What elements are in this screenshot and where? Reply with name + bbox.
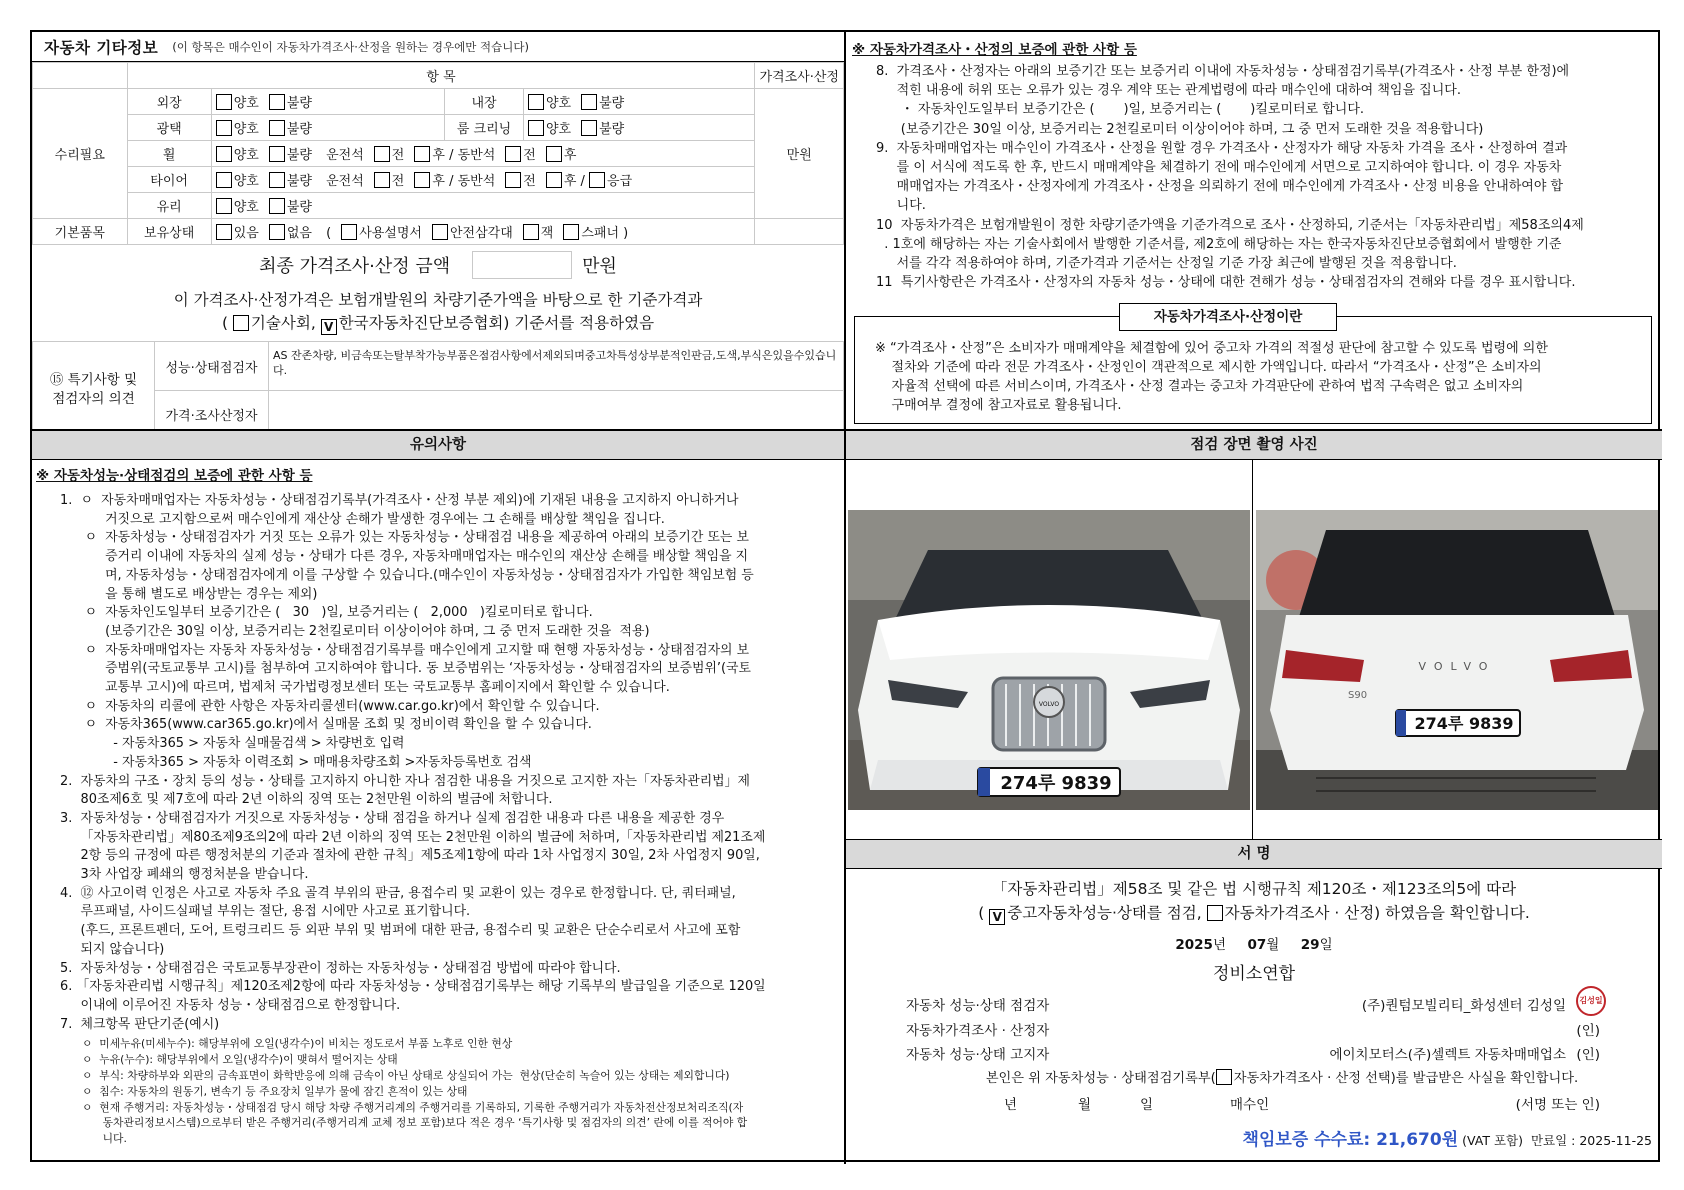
basis-line2: ( 기술사회, V 한국자동차진단보증협회) 기준서를 적용하였음 — [221, 314, 655, 334]
opt-good: 양호 — [233, 200, 259, 215]
opt-bad: 불량 — [286, 174, 312, 189]
price-warranty-item-line: (보증기간은 30일 이상, 보증거리는 2천킬로미터 이상이어야 하며, 그 중 먼저 도래한 것을 적용합니다) — [876, 121, 1484, 137]
row-owned: 보유상태 — [127, 219, 211, 245]
law-line: 「자동차관리법」제58조 및 같은 법 시행규칙 제120조・제123조의5에 따라 — [991, 880, 1517, 898]
fee-line — [1243, 1125, 1652, 1150]
signature-header: 서 명 — [846, 840, 1662, 869]
row-glass: 유리 — [127, 193, 211, 219]
notice-line: 3차 사업장 폐쇄의 행정처분을 받습니다. — [60, 867, 309, 883]
notice-subheading: ※ 자동차성능·상태점검의 보증에 관한 사항 등 — [36, 468, 313, 484]
receipt-a: 본인은 위 자동차성능 · 상태점검기록부( — [985, 1071, 1216, 1086]
definition-text — [875, 339, 1548, 415]
buyer-year: 년 — [1004, 1097, 1018, 1113]
notice-line: ㅇ 자동차인도일부터 보증기간은 ( 30 )일, 보증거리는 ( 2,000 )킬로미터로 합니다. — [60, 605, 593, 621]
check-criteria-line: 동차관리정보시스템)으로부터 받은 주행거리(주행거리계 교체 정보 포함)보다 적은 경우 ‘특기사항 및 점검자의 의견’ 란에 이를 적어야 합 — [82, 1116, 748, 1130]
price-basis — [32, 285, 844, 335]
notice-line: ㅇ 자동차매매업자는 자동차 자동차성능・상태점검기록부를 매수인에게 고지할 때 현행 자동차성능・상태점검자의 보 — [60, 642, 750, 658]
fee-amount: 책임보증 수수료: 21,670원 — [1242, 1130, 1459, 1150]
notice-line: 4. ⑫ 사고이력 인정은 사고로 자동차 주요 골격 부위의 판금, 용접수리 및 교환이 있는 경우로 한정합니다. 단, 쿼터패널, — [60, 885, 736, 901]
definition-line: 절차와 기준에 따라 전문 가격조사・산정인이 객관적으로 제시한 가액입니다. 따라서 “가격조사・산정”은 소비자의 — [875, 360, 1542, 375]
opt-bad: 불량 — [286, 96, 312, 111]
rear-model-badge: S90 — [1348, 690, 1368, 701]
notice-line: 「자동차관리법」제80조제9조의2에 따라 2년 이하의 징역 또는 2천만원 이하의 벌금에 처하며,「자동차관리법 제21조제 — [60, 829, 766, 845]
receipt-b: 자동차가격조사 · 산정 선택)를 발급받은 사실을 확인합니다. — [1233, 1071, 1579, 1086]
opt-good: 양호 — [233, 122, 259, 137]
notice-line: 1. ㅇ 자동차매매업자는 자동차성능・상태점검기록부(가격조사・산정 부분 제외)에 기재된 내용을 고지하지 아니하거나 — [60, 493, 739, 508]
row-tire: 타이어 — [127, 167, 211, 193]
checkbox[interactable] — [581, 94, 597, 110]
price-warranty-item-line: 매매업자는 가격조사・산정자에게 가격조사・산정을 의뢰하기 전에 매수인에게 가격조사・산정 비용을 안내하여야 합 — [876, 179, 1564, 195]
price-warranty-panel — [846, 32, 1662, 429]
opt-good: 양호 — [233, 96, 259, 111]
checkbox[interactable] — [528, 120, 544, 136]
checkbox[interactable] — [374, 172, 390, 188]
price-warranty-item-line: 니다. — [876, 198, 926, 214]
opt-manual: 사용설명서 — [359, 226, 422, 241]
basis-opt2: 한국자동차진단보증협회) 기준서를 적용하였음 — [338, 314, 655, 332]
opt-bad: 불량 — [599, 96, 625, 111]
price-warranty-item-line: 8. 가격조사・산정자는 아래의 보증기간 또는 보증거리 이내에 자동차성능・상태점검기록부(가격조사・산정 부분 한정)에 — [876, 64, 1570, 79]
confirm-line: ( V 중고자동차성능·상태를 점검, 자동차가격조사 · 산정) 하였음을 확인합니다. — [978, 904, 1530, 924]
receipt-line — [902, 1067, 1662, 1086]
checkbox[interactable] — [563, 224, 579, 240]
checkbox-price[interactable] — [1207, 905, 1223, 921]
union-name: 정비소연합 — [1212, 964, 1296, 984]
notifier-label: 자동차 성능·상태 고지자 — [906, 1047, 1050, 1063]
row-gloss: 광택 — [127, 115, 211, 141]
check-criteria-items — [32, 1034, 844, 1147]
label-driver: 운전석 — [326, 174, 364, 189]
date-line — [846, 933, 1662, 953]
paren: ) — [623, 226, 629, 241]
other-info-title: 자동차 기타정보 — [44, 38, 159, 57]
basis-line1: 이 가격조사·산정가격은 보험개발원의 차량기준가액을 바탕으로 한 기준가격과 — [173, 291, 703, 309]
checkbox[interactable] — [269, 172, 285, 188]
buyer-sign: (서명 또는 인) — [1515, 1097, 1600, 1113]
price-warranty-item-line: 9. 자동차매매업자는 매수인이 가격조사・산정을 원할 경우 가격조사・산정자가 해당 자동차 가격을 조사・산정하여 결과 — [876, 140, 1568, 156]
basic-items-label: 기본품목 — [33, 219, 128, 245]
check-criteria-line: ㅇ 누유(누수): 해당부위에서 오일(냉각수)이 맺혀서 떨어지는 상태 — [82, 1053, 398, 1067]
checkbox[interactable] — [546, 146, 562, 162]
notice-line: 루프패널, 사이드실패널 부위는 절단, 용접 시에만 사고로 표기합니다. — [60, 904, 471, 920]
notice-line: 되지 않습니다) — [60, 941, 165, 957]
checkbox[interactable] — [374, 146, 390, 162]
remarks-label: ⑮ 특기사항 및 점검자의 의견 — [33, 342, 155, 430]
notifier-value: 에이치모터스(주)셀렉트 자동차매매업소 — [1329, 1047, 1566, 1063]
price-warranty-item-line: 적힌 내용에 허위 또는 오류가 있는 경우 계약 또는 관계법령에 따라 매수인에 대하여 책임을 집니다. — [876, 83, 1461, 99]
vehicle-other-info-panel — [32, 32, 846, 429]
photo-divider — [1252, 460, 1253, 840]
label-passenger: / 동반석 — [449, 148, 496, 163]
buyer-month: 월 — [1078, 1097, 1092, 1113]
label-front: 전 — [391, 174, 405, 189]
checkbox[interactable] — [341, 224, 357, 240]
price-warranty-item-line: 11 특기사항란은 가격조사・산정자의 자동차 성능・상태에 대한 견해가 성능・상태점검자의 견해와 다를 경우 표시합니다. — [876, 275, 1576, 291]
opt-have: 있음 — [233, 226, 259, 241]
checkbox[interactable] — [269, 224, 285, 240]
notice-line: (보증기간은 30일 이상, 보증거리는 2천킬로미터 이상이어야 하며, 그 중 먼저 도래한 것을 적용) — [60, 623, 650, 639]
opt-jack: 잭 — [540, 226, 554, 241]
notice-line: 80조제6호 및 제7호에 따라 2년 이하의 징역 또는 2천만원 이하의 벌금에 처합니다. — [60, 792, 553, 808]
label-emergency: 응급 — [607, 174, 633, 189]
opt-bad: 불량 — [599, 122, 625, 137]
label-passenger: / 동반석 — [449, 174, 496, 189]
label-front: 전 — [523, 174, 536, 189]
checkbox[interactable] — [269, 146, 285, 162]
expiry-date: 만료일 : 2025-11-25 — [1530, 1133, 1652, 1148]
repair-needed-label: 수리필요 — [33, 89, 128, 219]
notice-line: 증범위(국토교통부 고시)를 첨부하여 고지하여야 합니다. 동 보증범위는 ‘자동차성능・상태점검자의 보증범위’(국토 — [60, 661, 751, 677]
notice-line: 을 통해 별도로 배상받는 경우는 제외) — [60, 586, 318, 602]
date-month: 07 — [1247, 937, 1267, 953]
rear-brand: VOLVO — [1418, 660, 1496, 673]
check-criteria-line: ㅇ 침수: 자동차의 원동기, 변속기 등 주요장치 일부가 물에 잠긴 흔적이 있는 상태 — [82, 1084, 468, 1098]
notice-panel — [32, 429, 846, 1164]
checkbox[interactable] — [269, 198, 285, 214]
fee-vat: (VAT 포함) — [1462, 1133, 1523, 1148]
inspector-label: 자동차 성능·상태 점검자 — [906, 998, 1050, 1014]
notice-line: 2. 자동차의 구조・장치 등의 성능・상태를 고지하지 아니한 자나 점검한 내용을 거짓으로 고지한 자는「자동차관리법」제 — [60, 773, 750, 789]
checkbox-perf-checked[interactable]: V — [989, 909, 1005, 925]
price-warranty-item-line: ・ 자동차인도일부터 보증기간은 ( )일, 보증거리는 ( )킬로미터로 합니다. — [876, 102, 1365, 118]
checkbox[interactable] — [523, 224, 539, 240]
rear-car-photo — [1256, 510, 1658, 810]
other-info-note: (이 항목은 매수인이 자동차가격조사·산정을 원하는 경우에만 적습니다) — [172, 39, 529, 54]
checkbox[interactable] — [546, 172, 562, 188]
check-criteria-line: ㅇ 현재 주행거리: 자동차성능・상태점검 당시 해당 차량 주행거리계의 주행거리를 기록하되, 기록한 주행거리가 자동차전산정보처리조직(자 — [82, 1100, 744, 1114]
definition-line: 구매여부 결정에 참고자료로 활용됩니다. — [875, 398, 1122, 413]
front-plate: 274루 9839 — [1000, 773, 1112, 794]
check-criteria-line: ㅇ 미세누유(미세누수): 해당부위에 오일(냉각수)이 비치는 정도로서 부품 노후로 인한 현상 — [82, 1037, 513, 1051]
opt-good: 양호 — [233, 174, 259, 189]
notice-line: 3. 자동차성능・상태점검자가 거짓으로 자동차성능・상태 점검을 하거나 실제 점검한 내용과 다른 내용을 제공한 경우 — [60, 810, 725, 826]
check-criteria-line: ㅇ 부식: 차량하부와 외판의 금속표면이 화학반응에 의해 금속이 아닌 상태로 상실되어 가는 현상(단순히 녹슬어 있는 상태는 제외합니다) — [82, 1068, 730, 1082]
checkbox[interactable] — [216, 94, 232, 110]
notice-items — [32, 484, 844, 1034]
notice-line: 6. 「자동차관리법 시행규칙」제120조제2항에 따라 자동차성능・상태점검기록부는 해당 기록부의 발급일을 기준으로 120일 — [60, 979, 766, 995]
opt-good: 양호 — [233, 148, 259, 163]
label-rear: 후 — [563, 174, 577, 189]
label-rear: 후 — [432, 148, 445, 163]
perf-inspector-label: 성능·상태점검자 — [155, 342, 269, 391]
price-assessor-label: 자동차가격조사 · 산정자 — [906, 1023, 1050, 1039]
row-interior: 내장 — [445, 89, 524, 115]
price-warranty-item-line: 10 자동차가격은 보험개발원이 정한 차량기준가액을 기준가격으로 조사・산정하되, 기준서는「자동차관리법」제58조의4제 — [876, 217, 1584, 233]
checkbox[interactable] — [216, 224, 232, 240]
price-assessor-seal: (인) — [1576, 1023, 1600, 1039]
opt-bad: 불량 — [286, 122, 312, 137]
confirm-b: 자동차가격조사 · 산정) 하였음을 확인합니다. — [1224, 904, 1530, 922]
opt-bad: 불량 — [286, 200, 312, 215]
price-warranty-item-line: 를 이 서식에 적도록 한 후, 반드시 매매계약을 체결하기 전에 매수인에게 서면으로 고지하여야 합니다. 이 경우 자동차 — [876, 160, 1562, 176]
notice-line: ㅇ 자동차성능・상태점검자가 거짓 또는 오류가 있는 자동차성능・상태점검 내용을 제공하여 아래의 보증기간 또는 보 — [60, 530, 749, 546]
date-year: 2025 — [1175, 937, 1213, 953]
check-criteria-line: 니다. — [82, 1132, 127, 1146]
checkbox[interactable] — [414, 172, 430, 188]
buyer-label: 매수인 — [1230, 1097, 1270, 1113]
date-month-unit: 월 — [1266, 937, 1280, 953]
remarks-table — [32, 341, 844, 429]
buyer-day: 일 — [1140, 1097, 1154, 1113]
price-warranty-item-line: 서를 각각 적용하여야 하며, 기준가격과 기준서는 산정일 기준 가장 최근에 발행된 것을 적용합니다. — [876, 256, 1457, 272]
price-inspector-opinion — [269, 391, 844, 430]
notice-line: - 자동차365 > 자동차 실매물검색 > 차량번호 입력 — [60, 736, 405, 752]
checkbox-kaida-checked[interactable]: V — [321, 319, 337, 335]
repair-table: 항 목 가격조사·산정 수리필요 외장 양호 불량 내장 양호 불량 만원 광택 양호 불량 룸 크리닝 양호 불량 휠 양호 불량 운전석 전 후 / 동반석 전 후 타이어 양호 불량 운전석 전 후 / 동반석 전 후 / 응급 유리 양호 불량 기본품목 보유상태 있음 없음 ( 사용설명서 안전삼각대 잭 스패너 ) — [32, 62, 844, 245]
label-front: 전 — [523, 148, 536, 163]
label-rear: 후 — [432, 174, 445, 189]
checkbox[interactable] — [581, 120, 597, 136]
label-front: 전 — [391, 148, 405, 163]
opt-none: 없음 — [286, 226, 312, 241]
checkbox-tech-society[interactable] — [233, 315, 249, 331]
inspection-record-page — [30, 30, 1660, 1162]
date-year-unit: 년 — [1212, 937, 1226, 953]
inspector-value: (주)퀀텀모빌리티_화성센터 김성일 — [1361, 998, 1566, 1014]
checkbox[interactable] — [505, 172, 521, 188]
checkbox[interactable] — [269, 120, 285, 136]
basis-opt1: 기술사회, — [250, 314, 316, 332]
col-header-item: 항 목 — [127, 63, 755, 89]
final-price-input[interactable] — [472, 251, 572, 279]
other-info-title-bar — [32, 32, 844, 62]
notifier-seal: (인) — [1576, 1047, 1600, 1063]
notice-line: 거짓으로 고지함으로써 매수인에게 재산상 손해가 발생한 경우에는 그 손해를 배상할 책임을 집니다. — [60, 511, 665, 527]
front-car-photo — [848, 510, 1250, 810]
notice-line: 증거리 이내에 자동차의 실제 성능・상태가 다른 경우, 자동차매매업자는 매수인의 재산상 손해를 배상할 책임을 지 — [60, 549, 749, 565]
opt-bad: 불량 — [286, 148, 312, 163]
notice-line: 5. 자동차성능・상태점검은 국토교통부장관이 정하는 자동차성능・상태점검 방법에 따라야 합니다. — [60, 960, 621, 976]
checkbox[interactable] — [414, 146, 430, 162]
price-warranty-items — [846, 58, 1662, 292]
photo-header: 점검 장면 촬영 사진 — [846, 431, 1662, 460]
label-driver: 운전석 — [326, 148, 364, 163]
opt-spanner: 스패너 — [581, 226, 620, 241]
checkbox[interactable] — [589, 172, 605, 188]
checkbox[interactable] — [216, 172, 232, 188]
notice-line: ㅇ 자동차의 리콜에 관한 사항은 자동차리콜센터(www.car.go.kr)에서 확인할 수 있습니다. — [60, 698, 600, 714]
date-day: 29 — [1300, 937, 1320, 953]
row-room-cleaning: 룸 크리닝 — [445, 115, 524, 141]
notice-line: 2항 등의 규정에 따른 행정처분의 기준과 절차에 관한 규칙」제5조제1항에 따라 1차 사업정지 30일, 2차 사업정지 90일, — [60, 848, 760, 864]
date-day-unit: 일 — [1319, 937, 1333, 953]
price-warranty-heading: ※ 자동차가격조사・산정의 보증에 관한 사항 등 — [852, 42, 1137, 58]
price-inspector-label: 가격·조사산정자 — [155, 391, 269, 430]
notice-line: 며, 자동차성능・상태점검자에게 이를 구상할 수 있습니다.(매수인이 자동차성능・상태점검자가 가입한 책임보험 등 — [60, 567, 754, 583]
label-rear: 후 — [563, 148, 577, 163]
notice-line: 7. 체크항목 판단기준(예시) — [60, 1016, 220, 1032]
definition-line: ※ “가격조사・산정”은 소비자가 매매계약을 체결함에 있어 중고차 가격의 적절성 판단에 참고할 수 있도록 법령에 의한 — [875, 341, 1548, 356]
definition-box — [854, 309, 1652, 424]
notice-line: 이내에 이루어진 자동차 성능・상태점검으로 한정합니다. — [60, 997, 401, 1013]
row-wheel: 휠 — [127, 141, 211, 167]
photo-sign-panel — [846, 429, 1662, 1164]
checkbox[interactable] — [528, 94, 544, 110]
photo-area — [846, 460, 1662, 840]
definition-title: 자동차가격조사·산정이란 — [1119, 303, 1337, 331]
row-exterior: 외장 — [127, 89, 211, 115]
front-brand: VOLVO — [1038, 701, 1060, 708]
rear-plate: 274루 9839 — [1414, 714, 1514, 733]
final-price-row — [32, 245, 844, 285]
opt-triangle: 안전삼각대 — [449, 226, 513, 241]
opt-good: 양호 — [546, 122, 572, 137]
checkbox[interactable] — [269, 94, 285, 110]
notice-line: 교통부 고시)에 따르며, 법제처 국가법령정보센터 또는 국토교통부 홈페이지에서 확인할 수 있습니다. — [60, 680, 670, 696]
checkbox[interactable] — [216, 198, 232, 214]
confirm-a: 중고자동차성능·상태를 점검, — [1007, 904, 1202, 922]
checkbox[interactable] — [216, 120, 232, 136]
perf-inspector-opinion: AS 잔존차량, 비금속또는탈부착가능부품은점검사항에서제외되며중고차특성상부분적인판금,도색,부식은있을수있습니다. — [269, 342, 844, 391]
paren: ( — [326, 226, 332, 241]
definition-line: 자율적 선택에 따른 서비스이며, 가격조사・산정 결과는 중고차 가격판단에 관하여 법적 구속력은 없고 소비자의 — [875, 379, 1524, 394]
notice-line: ㅇ 자동차365(www.car365.go.kr)에서 실매물 조회 및 정비이력 확인을 할 수 있습니다. — [60, 717, 592, 733]
final-price-label: 최종 가격조사·산정 금액 — [259, 256, 451, 277]
notice-line: - 자동차365 > 자동차 이력조회 > 매매용차량조회 >자동차등록번호 검색 — [60, 754, 532, 770]
opt-good: 양호 — [546, 96, 572, 111]
checkbox[interactable] — [216, 146, 232, 162]
inspector-seal-icon: 김성일 — [1576, 986, 1606, 1016]
price-unit-cell: 만원 — [755, 89, 844, 219]
price-warranty-item-line: . 1호에 해당하는 자는 기술사회에서 발행한 기준서를, 제2호에 해당하는 자는 한국자동차진단보증협회에서 발행한 기준 — [876, 236, 1562, 252]
notice-line: (후드, 프론트펜더, 도어, 트렁크리드 등 외판 부위 및 범퍼에 대한 판금, 용접수리 및 교환은 단순수리로서 사고에 포함 — [60, 923, 741, 939]
checkbox[interactable] — [432, 224, 448, 240]
col-header-price: 가격조사·산정 — [755, 63, 844, 89]
final-price-unit: 만원 — [582, 256, 617, 277]
notice-header: 유의사항 — [32, 431, 844, 460]
checkbox[interactable] — [505, 146, 521, 162]
checkbox-receipt-price[interactable] — [1216, 1069, 1232, 1085]
